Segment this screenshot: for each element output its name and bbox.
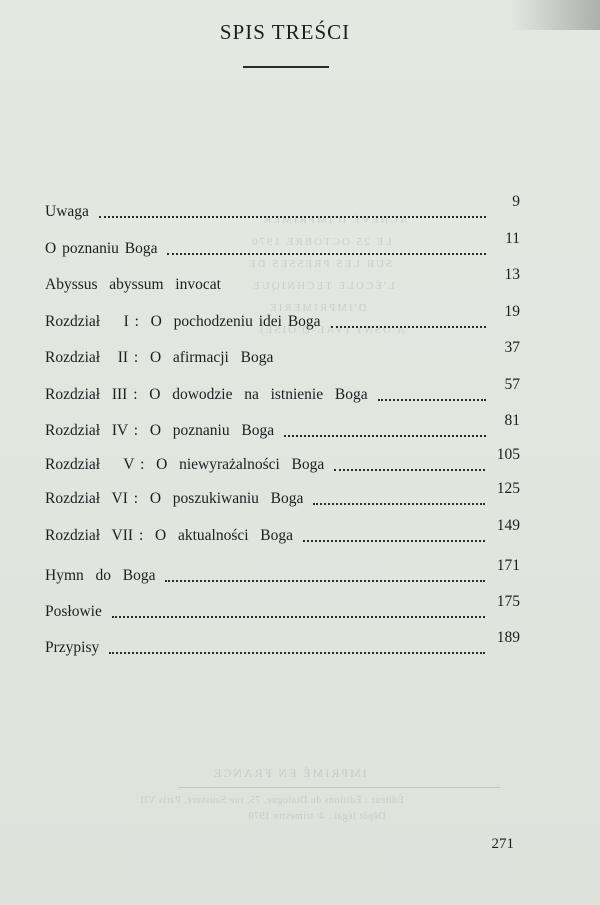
toc-entry-label: Posłowie bbox=[45, 603, 102, 620]
toc-entry-page: 175 bbox=[496, 593, 520, 610]
toc-entry-page: 125 bbox=[496, 480, 520, 497]
dot-leader bbox=[112, 616, 485, 618]
show-through-imprint: IMPRIMÉ EN FRANCE bbox=[212, 766, 367, 780]
dot-leader bbox=[284, 435, 486, 437]
toc-entry-label: Rozdział VI : O poszukiwaniu Boga bbox=[45, 490, 304, 507]
toc-entry bbox=[45, 629, 520, 657]
toc-entry-page: 171 bbox=[496, 557, 520, 574]
toc-entry-label: Uwaga bbox=[45, 203, 89, 220]
toc-entry-page: 37 bbox=[504, 339, 520, 356]
page-number: 271 bbox=[491, 836, 514, 852]
toc-entry-page: 105 bbox=[496, 446, 520, 463]
dot-leader bbox=[99, 216, 486, 218]
toc-entry-label: Przypisy bbox=[45, 639, 100, 656]
dot-leader bbox=[165, 580, 484, 582]
toc-entry-page: 81 bbox=[504, 412, 520, 429]
toc-entry bbox=[45, 593, 520, 621]
toc-entry-page: 13 bbox=[504, 266, 520, 283]
dot-leader bbox=[109, 652, 485, 654]
toc-entry-page: 149 bbox=[496, 517, 520, 534]
toc-entry-label: O poznaniu Boga bbox=[45, 240, 158, 257]
dot-leader bbox=[331, 326, 486, 328]
toc-entry bbox=[45, 412, 520, 440]
toc-entry bbox=[45, 193, 520, 221]
dot-leader bbox=[167, 253, 486, 255]
toc-entry bbox=[45, 303, 520, 331]
toc-entry bbox=[45, 557, 520, 585]
toc-entry bbox=[45, 517, 520, 545]
toc-entry-label: Rozdział I : O pochodzeniu idei Boga bbox=[45, 313, 321, 330]
show-through-deposit: Dépôt légal : 4ᵉ trimestre 1970 bbox=[248, 811, 386, 822]
dot-leader bbox=[378, 399, 486, 401]
toc-entry-label: Rozdział II : O afirmacji Boga bbox=[45, 349, 274, 366]
toc-entry bbox=[45, 376, 520, 404]
toc-entry-page: 57 bbox=[504, 376, 520, 393]
show-through-line-2: LE 25 OCTOBRE 1970 bbox=[250, 236, 392, 248]
dot-leader bbox=[334, 469, 484, 471]
show-through-line-6: A OSNY (VAL-D'OISE) bbox=[258, 324, 405, 336]
toc-entry bbox=[45, 230, 520, 258]
show-through-line-4: L'ÉCOLE TECHNIQUE bbox=[251, 280, 395, 292]
toc-entry bbox=[45, 266, 520, 294]
show-through-line-1: ACHEVÉ D'IMPRIMER bbox=[262, 214, 408, 226]
toc-entry-page: 11 bbox=[505, 230, 520, 247]
page-title: SPIS TREŚCI bbox=[219, 20, 351, 44]
toc-entry-label: Abyssus abyssum invocat bbox=[45, 276, 221, 293]
toc-entry-label: Hymn do Boga bbox=[45, 567, 156, 584]
toc-entry-page: 19 bbox=[504, 303, 520, 320]
toc-entry-page: 9 bbox=[512, 193, 520, 210]
toc-entry bbox=[45, 339, 520, 367]
dot-leader bbox=[313, 503, 484, 505]
toc-entry-label: Rozdział VII : O aktualności Boga bbox=[45, 527, 294, 544]
toc-entry-page: 189 bbox=[496, 629, 520, 646]
toc-entry-label: Rozdział III : O dowodzie na istnienie Boga bbox=[45, 386, 368, 403]
show-through-line-5: D'IMPRIMERIE bbox=[268, 302, 367, 314]
dot-leader bbox=[303, 540, 485, 542]
toc-entry bbox=[45, 480, 520, 508]
show-through-line-3: SUR LES PRESSES DE bbox=[247, 258, 393, 270]
toc-entry-label: Rozdział V : O niewyrażalności Boga bbox=[45, 456, 325, 473]
toc-entry bbox=[45, 446, 520, 474]
toc-entry-label: Rozdział IV : O poznaniu Boga bbox=[45, 422, 275, 439]
show-through-publisher: Éditeur : Éditions du Dialogue, 75, rue Saussuré, Paris VII bbox=[140, 795, 404, 806]
